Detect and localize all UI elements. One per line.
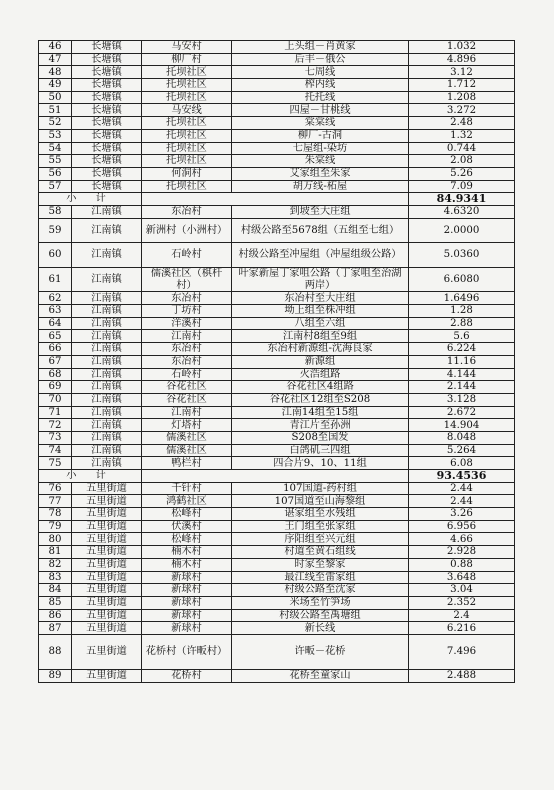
cell-number: 88 bbox=[39, 634, 72, 669]
table-row bbox=[39, 520, 515, 533]
cell-road: 最江线至雷家组 bbox=[232, 571, 409, 584]
table-row bbox=[39, 393, 515, 406]
cell-road: 许畈－花桥 bbox=[232, 634, 409, 669]
table-row bbox=[39, 155, 515, 168]
cell-number: 73 bbox=[39, 431, 72, 444]
cell-number: 66 bbox=[39, 343, 72, 356]
cell-road: 江南村8组至9组 bbox=[232, 330, 409, 343]
cell-length: 3.04 bbox=[409, 584, 515, 597]
cell-length: 3.272 bbox=[409, 104, 515, 117]
cell-length: 2.08 bbox=[409, 155, 515, 168]
cell-road: 花桥至童家山 bbox=[232, 669, 409, 682]
cell-town: 江南镇 bbox=[72, 393, 142, 406]
cell-length: 3.12 bbox=[409, 66, 515, 79]
cell-length: 4.6320 bbox=[409, 205, 515, 218]
cell-town: 江南镇 bbox=[72, 381, 142, 394]
table-row bbox=[39, 41, 515, 54]
cell-road: 107国道-药村组 bbox=[232, 482, 409, 495]
cell-number: 54 bbox=[39, 142, 72, 155]
table-row bbox=[39, 419, 515, 432]
cell-length: 6.224 bbox=[409, 343, 515, 356]
cell-number: 89 bbox=[39, 669, 72, 682]
cell-number: 58 bbox=[39, 205, 72, 218]
cell-town: 长塘镇 bbox=[72, 66, 142, 79]
cell-village: 谷花社区 bbox=[142, 393, 232, 406]
cell-village: 花桥村 bbox=[142, 669, 232, 682]
cell-number: 86 bbox=[39, 609, 72, 622]
table-row bbox=[39, 167, 515, 180]
cell-village: 托坝社区 bbox=[142, 66, 232, 79]
cell-town: 五里街道 bbox=[72, 571, 142, 584]
cell-village: 新球村 bbox=[142, 571, 232, 584]
cell-road: 火浩组路 bbox=[232, 368, 409, 381]
cell-road: 托托线 bbox=[232, 91, 409, 104]
cell-town: 五里街道 bbox=[72, 495, 142, 508]
cell-length: 7.09 bbox=[409, 180, 515, 193]
cell-length: 5.26 bbox=[409, 167, 515, 180]
subtotal-blank bbox=[142, 193, 409, 206]
cell-road: 时家至黎家 bbox=[232, 558, 409, 571]
cell-length: 6.956 bbox=[409, 520, 515, 533]
table-row bbox=[39, 129, 515, 142]
cell-length: 2.488 bbox=[409, 669, 515, 682]
cell-village: 洋溪村 bbox=[142, 317, 232, 330]
cell-road: 胡万线-柘屋 bbox=[232, 180, 409, 193]
cell-road: 村道至黄石组线 bbox=[232, 546, 409, 559]
cell-road: 柳厂-古洞 bbox=[232, 129, 409, 142]
cell-length: 3.648 bbox=[409, 571, 515, 584]
cell-length: 5.6 bbox=[409, 330, 515, 343]
cell-road: 新长线 bbox=[232, 622, 409, 635]
cell-village: 石岭村 bbox=[142, 243, 232, 268]
cell-town: 江南镇 bbox=[72, 457, 142, 470]
cell-road: 七周线 bbox=[232, 66, 409, 79]
subtotal-row bbox=[39, 470, 515, 483]
cell-number: 70 bbox=[39, 393, 72, 406]
cell-road: 到坡至大庄组 bbox=[232, 205, 409, 218]
cell-village: 马安线 bbox=[142, 104, 232, 117]
cell-village: 伏溪村 bbox=[142, 520, 232, 533]
cell-road: 朱棠线 bbox=[232, 155, 409, 168]
table-row bbox=[39, 406, 515, 419]
cell-town: 长塘镇 bbox=[72, 142, 142, 155]
cell-road: 青江片至孙洲 bbox=[232, 419, 409, 432]
cell-length: 2.88 bbox=[409, 317, 515, 330]
cell-number: 50 bbox=[39, 91, 72, 104]
table-row bbox=[39, 243, 515, 268]
cell-length: 2.352 bbox=[409, 596, 515, 609]
cell-number: 48 bbox=[39, 66, 72, 79]
cell-town: 长塘镇 bbox=[72, 41, 142, 54]
cell-town: 长塘镇 bbox=[72, 155, 142, 168]
cell-number: 84 bbox=[39, 584, 72, 597]
cell-town: 江南镇 bbox=[72, 218, 142, 243]
cell-town: 江南镇 bbox=[72, 431, 142, 444]
cell-village: 鸭栏村 bbox=[142, 457, 232, 470]
cell-road: 107国道至山海黎组 bbox=[232, 495, 409, 508]
cell-town: 长塘镇 bbox=[72, 104, 142, 117]
cell-number: 65 bbox=[39, 330, 72, 343]
subtotal-label: 小 计 bbox=[39, 470, 142, 483]
table-row bbox=[39, 533, 515, 546]
cell-road: 坳上组至株冲组 bbox=[232, 305, 409, 318]
cell-length: 6.08 bbox=[409, 457, 515, 470]
cell-number: 51 bbox=[39, 104, 72, 117]
cell-number: 55 bbox=[39, 155, 72, 168]
table-row bbox=[39, 317, 515, 330]
table-row bbox=[39, 431, 515, 444]
cell-length: 1.032 bbox=[409, 41, 515, 54]
cell-road: 艾家组至朱家 bbox=[232, 167, 409, 180]
cell-number: 78 bbox=[39, 508, 72, 521]
cell-town: 江南镇 bbox=[72, 267, 142, 292]
cell-number: 63 bbox=[39, 305, 72, 318]
cell-village: 江南村 bbox=[142, 330, 232, 343]
table-row bbox=[39, 669, 515, 682]
table-row bbox=[39, 180, 515, 193]
cell-village: 托坝社区 bbox=[142, 142, 232, 155]
cell-number: 61 bbox=[39, 267, 72, 292]
cell-town: 长塘镇 bbox=[72, 167, 142, 180]
cell-number: 87 bbox=[39, 622, 72, 635]
cell-road: 四屋－甘桃线 bbox=[232, 104, 409, 117]
table-row bbox=[39, 546, 515, 559]
cell-village: 新球村 bbox=[142, 609, 232, 622]
cell-length: 2.144 bbox=[409, 381, 515, 394]
table-row bbox=[39, 482, 515, 495]
table-row bbox=[39, 53, 515, 66]
cell-town: 江南镇 bbox=[72, 406, 142, 419]
table-row bbox=[39, 142, 515, 155]
table-row bbox=[39, 622, 515, 635]
cell-town: 长塘镇 bbox=[72, 53, 142, 66]
cell-road: 王门组至张家组 bbox=[232, 520, 409, 533]
cell-town: 长塘镇 bbox=[72, 91, 142, 104]
table-row bbox=[39, 368, 515, 381]
cell-length: 4.66 bbox=[409, 533, 515, 546]
cell-road: 上头组－肖黄家 bbox=[232, 41, 409, 54]
cell-village: 托坝社区 bbox=[142, 129, 232, 142]
cell-town: 江南镇 bbox=[72, 330, 142, 343]
cell-length: 0.744 bbox=[409, 142, 515, 155]
cell-number: 85 bbox=[39, 596, 72, 609]
table-row bbox=[39, 66, 515, 79]
cell-number: 75 bbox=[39, 457, 72, 470]
cell-village: 托坝社区 bbox=[142, 155, 232, 168]
cell-village: 新球村 bbox=[142, 622, 232, 635]
cell-length: 3.128 bbox=[409, 393, 515, 406]
cell-village: 江南村 bbox=[142, 406, 232, 419]
cell-town: 长塘镇 bbox=[72, 129, 142, 142]
cell-village: 松峰村 bbox=[142, 533, 232, 546]
cell-length: 2.0000 bbox=[409, 218, 515, 243]
cell-village: 东冶村 bbox=[142, 343, 232, 356]
cell-town: 五里街道 bbox=[72, 596, 142, 609]
cell-village: 新球村 bbox=[142, 584, 232, 597]
cell-village: 松峰村 bbox=[142, 508, 232, 521]
cell-length: 1.6496 bbox=[409, 292, 515, 305]
cell-number: 69 bbox=[39, 381, 72, 394]
cell-town: 江南镇 bbox=[72, 317, 142, 330]
cell-town: 五里街道 bbox=[72, 584, 142, 597]
subtotal-value: 84.9341 bbox=[409, 193, 515, 206]
cell-village: 东冶村 bbox=[142, 355, 232, 368]
cell-road: 白鸽矶三四组 bbox=[232, 444, 409, 457]
subtotal-value: 93.4536 bbox=[409, 470, 515, 483]
subtotal-row bbox=[39, 193, 515, 206]
cell-town: 五里街道 bbox=[72, 622, 142, 635]
cell-road: 江南14组至15组 bbox=[232, 406, 409, 419]
cell-number: 57 bbox=[39, 180, 72, 193]
cell-road: 棠棠线 bbox=[232, 117, 409, 130]
cell-village: 东冶村 bbox=[142, 292, 232, 305]
cell-road: 榨内线 bbox=[232, 79, 409, 92]
table-row bbox=[39, 305, 515, 318]
cell-village: 丁坊村 bbox=[142, 305, 232, 318]
cell-town: 江南镇 bbox=[72, 368, 142, 381]
cell-village: 东冶村 bbox=[142, 205, 232, 218]
cell-town: 五里街道 bbox=[72, 508, 142, 521]
cell-number: 52 bbox=[39, 117, 72, 130]
cell-length: 1.208 bbox=[409, 91, 515, 104]
road-table bbox=[38, 40, 515, 683]
cell-town: 江南镇 bbox=[72, 444, 142, 457]
cell-town: 五里街道 bbox=[72, 558, 142, 571]
cell-length: 5.264 bbox=[409, 444, 515, 457]
table-row bbox=[39, 508, 515, 521]
cell-number: 72 bbox=[39, 419, 72, 432]
table-row bbox=[39, 457, 515, 470]
road-table-body bbox=[39, 41, 515, 683]
cell-length: 2.672 bbox=[409, 406, 515, 419]
cell-village: 楠木村 bbox=[142, 558, 232, 571]
cell-number: 59 bbox=[39, 218, 72, 243]
cell-length: 4.144 bbox=[409, 368, 515, 381]
cell-length: 2.44 bbox=[409, 482, 515, 495]
cell-town: 江南镇 bbox=[72, 243, 142, 268]
cell-number: 64 bbox=[39, 317, 72, 330]
cell-town: 长塘镇 bbox=[72, 117, 142, 130]
table-row bbox=[39, 267, 515, 292]
cell-length: 3.26 bbox=[409, 508, 515, 521]
cell-town: 江南镇 bbox=[72, 205, 142, 218]
cell-road: 叶家新屋丁家咀公路（丁家咀至治湖两岸） bbox=[232, 267, 409, 292]
cell-number: 83 bbox=[39, 571, 72, 584]
cell-number: 47 bbox=[39, 53, 72, 66]
cell-length: 8.048 bbox=[409, 431, 515, 444]
cell-road: 谌家组至水残组 bbox=[232, 508, 409, 521]
cell-number: 77 bbox=[39, 495, 72, 508]
cell-town: 五里街道 bbox=[72, 609, 142, 622]
cell-road: 东冶村新源组-沈海良家 bbox=[232, 343, 409, 356]
cell-village: 儒溪社区 bbox=[142, 444, 232, 457]
cell-length: 11.16 bbox=[409, 355, 515, 368]
cell-road: 新源组 bbox=[232, 355, 409, 368]
cell-number: 82 bbox=[39, 558, 72, 571]
cell-length: 4.896 bbox=[409, 53, 515, 66]
cell-village: 花桥村（许畈村） bbox=[142, 634, 232, 669]
cell-length: 1.32 bbox=[409, 129, 515, 142]
cell-road: S208至国发 bbox=[232, 431, 409, 444]
cell-road: 村级公路至禹塘组 bbox=[232, 609, 409, 622]
cell-village: 新球村 bbox=[142, 596, 232, 609]
cell-town: 江南镇 bbox=[72, 355, 142, 368]
cell-length: 6.6080 bbox=[409, 267, 515, 292]
cell-number: 49 bbox=[39, 79, 72, 92]
cell-number: 80 bbox=[39, 533, 72, 546]
cell-village: 马安村 bbox=[142, 41, 232, 54]
cell-number: 67 bbox=[39, 355, 72, 368]
cell-village: 谷花社区 bbox=[142, 381, 232, 394]
cell-village: 儒溪社区（棋杆村） bbox=[142, 267, 232, 292]
cell-town: 五里街道 bbox=[72, 533, 142, 546]
cell-length: 2.48 bbox=[409, 117, 515, 130]
cell-village: 千针村 bbox=[142, 482, 232, 495]
cell-village: 鸿鹤社区 bbox=[142, 495, 232, 508]
cell-village: 托坝社区 bbox=[142, 79, 232, 92]
cell-number: 62 bbox=[39, 292, 72, 305]
cell-village: 托坝社区 bbox=[142, 91, 232, 104]
table-row bbox=[39, 634, 515, 669]
cell-town: 江南镇 bbox=[72, 292, 142, 305]
cell-length: 2.4 bbox=[409, 609, 515, 622]
cell-length: 14.904 bbox=[409, 419, 515, 432]
subtotal-label: 小 计 bbox=[39, 193, 142, 206]
cell-road: 谷花社区12组至S208 bbox=[232, 393, 409, 406]
cell-road: 序阳组至兴元组 bbox=[232, 533, 409, 546]
cell-town: 长塘镇 bbox=[72, 79, 142, 92]
cell-road: 村级公路至5678组（五组至七组） bbox=[232, 218, 409, 243]
cell-town: 五里街道 bbox=[72, 520, 142, 533]
cell-town: 五里街道 bbox=[72, 634, 142, 669]
cell-number: 74 bbox=[39, 444, 72, 457]
table-row bbox=[39, 609, 515, 622]
cell-town: 江南镇 bbox=[72, 343, 142, 356]
cell-village: 石岭村 bbox=[142, 368, 232, 381]
cell-village: 托坝社区 bbox=[142, 180, 232, 193]
table-row bbox=[39, 91, 515, 104]
cell-number: 81 bbox=[39, 546, 72, 559]
cell-road: 东冶村至大庄组 bbox=[232, 292, 409, 305]
cell-town: 五里街道 bbox=[72, 482, 142, 495]
table-row bbox=[39, 330, 515, 343]
cell-number: 56 bbox=[39, 167, 72, 180]
table-row bbox=[39, 205, 515, 218]
cell-length: 1.28 bbox=[409, 305, 515, 318]
cell-road: 四合片9、10、11组 bbox=[232, 457, 409, 470]
cell-town: 五里街道 bbox=[72, 546, 142, 559]
cell-road: 谷花社区4组路 bbox=[232, 381, 409, 394]
cell-road: 七屋组-染坊 bbox=[232, 142, 409, 155]
table-row bbox=[39, 584, 515, 597]
table-row bbox=[39, 343, 515, 356]
cell-length: 7.496 bbox=[409, 634, 515, 669]
table-row bbox=[39, 218, 515, 243]
cell-length: 2.928 bbox=[409, 546, 515, 559]
cell-road: 后丰－俄公 bbox=[232, 53, 409, 66]
cell-length: 0.88 bbox=[409, 558, 515, 571]
table-row bbox=[39, 596, 515, 609]
cell-town: 五里街道 bbox=[72, 669, 142, 682]
cell-road: 村级公路至沈家 bbox=[232, 584, 409, 597]
cell-road: 米场至竹笋场 bbox=[232, 596, 409, 609]
table-row bbox=[39, 558, 515, 571]
cell-village: 何洞村 bbox=[142, 167, 232, 180]
cell-length: 1.712 bbox=[409, 79, 515, 92]
cell-length: 6.216 bbox=[409, 622, 515, 635]
table-row bbox=[39, 292, 515, 305]
cell-road: 八组至六组 bbox=[232, 317, 409, 330]
cell-length: 2.44 bbox=[409, 495, 515, 508]
cell-village: 楠木村 bbox=[142, 546, 232, 559]
cell-village: 柳厂村 bbox=[142, 53, 232, 66]
table-row bbox=[39, 104, 515, 117]
cell-number: 53 bbox=[39, 129, 72, 142]
cell-town: 长塘镇 bbox=[72, 180, 142, 193]
table-row bbox=[39, 117, 515, 130]
cell-town: 江南镇 bbox=[72, 305, 142, 318]
table-row bbox=[39, 79, 515, 92]
table-row bbox=[39, 571, 515, 584]
cell-village: 托坝社区 bbox=[142, 117, 232, 130]
cell-number: 79 bbox=[39, 520, 72, 533]
cell-number: 46 bbox=[39, 41, 72, 54]
cell-town: 江南镇 bbox=[72, 419, 142, 432]
table-row bbox=[39, 355, 515, 368]
subtotal-blank bbox=[142, 470, 409, 483]
cell-village: 儒溪社区 bbox=[142, 431, 232, 444]
cell-number: 71 bbox=[39, 406, 72, 419]
cell-length: 5.0360 bbox=[409, 243, 515, 268]
cell-village: 新洲村（小洲村） bbox=[142, 218, 232, 243]
cell-number: 60 bbox=[39, 243, 72, 268]
table-row bbox=[39, 495, 515, 508]
cell-village: 灯塔村 bbox=[142, 419, 232, 432]
cell-number: 68 bbox=[39, 368, 72, 381]
cell-number: 76 bbox=[39, 482, 72, 495]
cell-road: 村级公路至冲屋组（冲屋组级公路） bbox=[232, 243, 409, 268]
table-row bbox=[39, 381, 515, 394]
table-row bbox=[39, 444, 515, 457]
